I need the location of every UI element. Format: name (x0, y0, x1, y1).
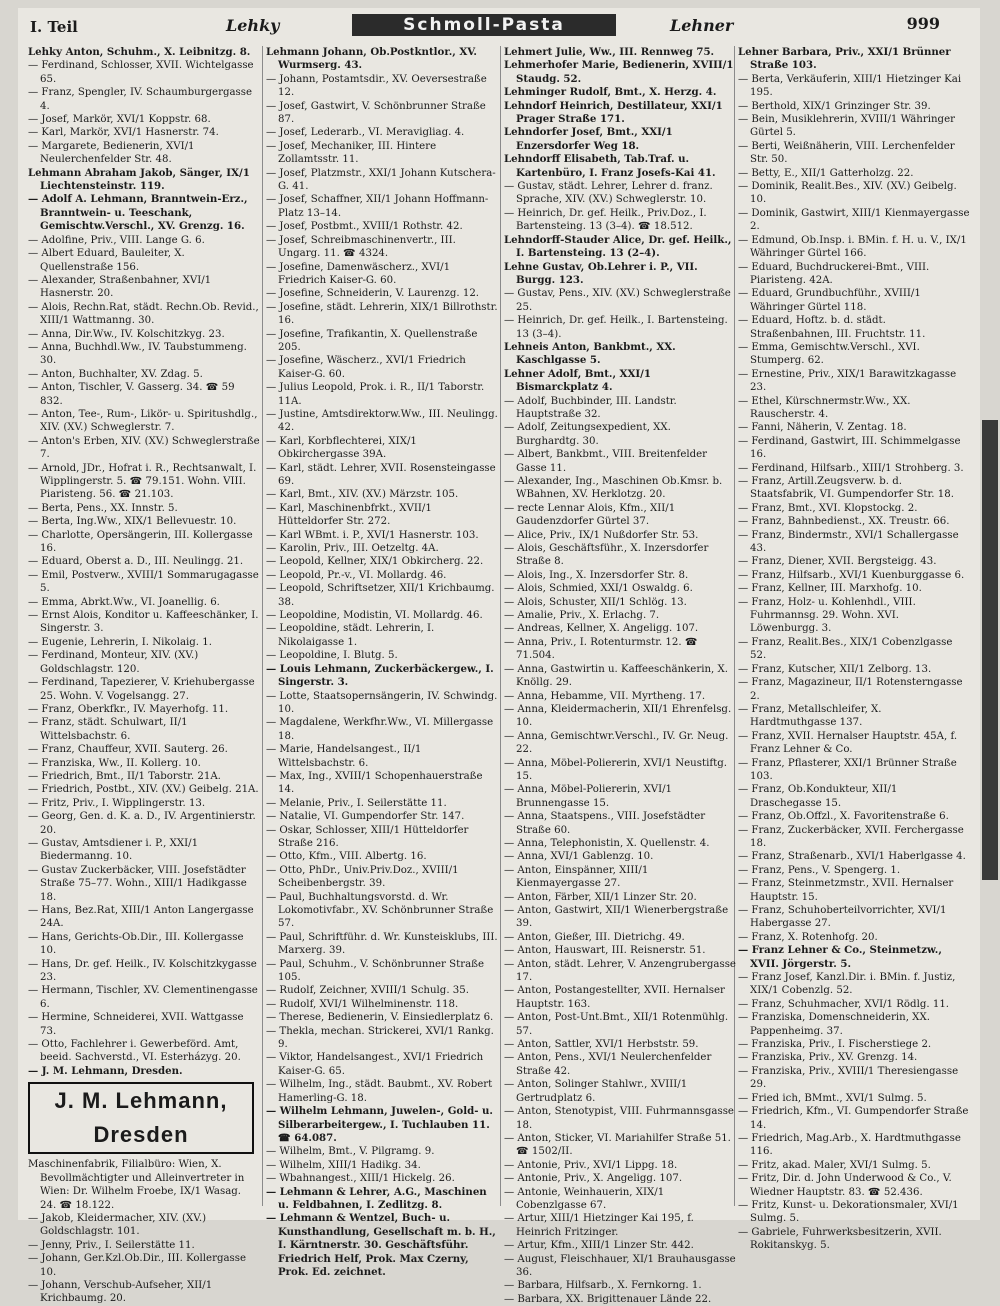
directory-entry: — Ethel, Kürschnermstr.Ww., XX. Rauscherstr. 4. (738, 395, 911, 420)
column-2 (266, 46, 498, 1278)
directory-entry: — Fritz, Dir. d. John Underwood & Co., V. Wiedner Hauptstr. 83. ☎ 52.436. (738, 1173, 952, 1198)
directory-entry: — Franziska, Priv., I. Fischerstiege 2. (738, 1039, 932, 1051)
directory-entry: — Anton, Gießer, III. Dietrichg. 49. (504, 931, 685, 943)
directory-entry: — Oskar, Schlosser, XIII/1 Hütteldorfer Straße 216. (266, 824, 469, 849)
directory-entry: — Alexander, Ing., Maschinen Ob.Kmsr. b. WBahnen, XV. Herklotzg. 20. (504, 476, 723, 501)
directory-entry: — Anna, XVI/1 Gablenzg. 10. (504, 851, 654, 863)
directory-entry: — Anton, Pens., XVI/1 Neulerchenfelder Straße 42. (504, 1052, 712, 1077)
directory-entry: — Anna, Buchhdl.Ww., IV. Taubstummeng. 30. (28, 341, 247, 367)
directory-entry: — Franziska, Ww., II. Kollerg. 10. (28, 757, 201, 769)
directory-entry: — Hans, Dr. gef. Heilk., IV. Kolschitzkygasse 23. (28, 958, 257, 984)
advertising-banner: Schmoll-Pasta (352, 14, 616, 36)
directory-entry: — Leopoldine, Modistin, VI. Mollardg. 46. (266, 610, 483, 622)
column-divider (500, 46, 501, 1206)
directory-entry: — Josef, Markör, XVI/1 Koppstr. 68. (28, 114, 211, 126)
directory-entry: — Franz, Hilfsarb., XVI/1 Kuenburggasse 6. (738, 569, 965, 581)
directory-entry: — Karl WBmt. i. P., XVI/1 Hasnerstr. 103. (266, 529, 479, 541)
directory-entry: — Paul, Schriftführ. d. Wr. Kunsteisklubs, III. Marxerg. 39. (266, 931, 498, 957)
directory-entry: — Antonie, Priv., X. Angeligg. 107. (504, 1173, 683, 1185)
directory-entry: — Berthold, XIX/1 Grinzinger Str. 39. (738, 100, 931, 112)
directory-entry: — Max, Ing., XVIII/1 Schopenhauerstraße 14. (266, 770, 483, 796)
directory-entry: — Arnold, JDr., Hofrat i. R., Rechtsanwalt, I. Wipplingerstr. 5. ☎ 79.151. Wohn. VIII. Piaristeng. 56. ☎ 21.103. (28, 462, 257, 501)
directory-entry: — Margarete, Bedienerin, XVI/1 Neulerchenfelder Str. 48. (28, 140, 195, 166)
directory-entry: — Albert Eduard, Bauleiter, X. Quellenstraße 156. (28, 248, 185, 273)
directory-entry: — Friedrich, Mag.Arb., X. Hardtmuthgasse 116. (738, 1132, 961, 1158)
directory-entry: — Josef, Postbmt., XVIII/1 Rothstr. 42. (266, 221, 463, 233)
directory-entry: — Rudolf, XVI/1 Wilhelminenstr. 118. (266, 998, 459, 1010)
directory-entry: — Friedrich, Kfm., VI. Gumpendorfer Straße 14. (738, 1106, 969, 1131)
directory-entry: — Artur, XIII/1 Hietzinger Kai 195, f. Heinrich Fritzinger. (504, 1213, 694, 1238)
directory-entry: — Ernestine, Priv., XIX/1 Barawitzkagasse 23. (738, 368, 957, 394)
directory-entry: — Marie, Handelsangest., II/1 Wittelsbachstr. 6. (266, 744, 422, 769)
directory-entry: Lehmann Abraham Jakob, Sänger, IX/1 Liechtensteinstr. 119. (28, 166, 250, 193)
directory-entry: Maschinenfabrik, Filialbüro: Wien, X. Bevollmächtigter und Alleinvertreter in Wien: Dr. Wilhelm Froebe, IX/1 Wasag. 24. ☎ 18.122. (28, 1159, 245, 1211)
column-1 (28, 46, 260, 1305)
directory-entry: — Fanni, Näherin, V. Zentag. 18. (738, 422, 907, 434)
directory-entry: — Adolfine, Priv., VIII. Lange G. 6. (28, 234, 205, 246)
directory-entry: — Fritz, Priv., I. Wipplingerstr. 13. (28, 797, 206, 809)
directory-entry: — Ferdinand, Monteur, XIV. (XV.) Goldschlagstr. 120. (28, 650, 199, 675)
directory-entry: — Paul, Schuhm., V. Schönbrunner Straße 105. (266, 958, 484, 984)
directory-entry: Lehndorf Heinrich, Destillateur, XXI/1 Prager Straße 171. (504, 99, 723, 126)
directory-entry: — Franz, Chauffeur, XVII. Sauterg. 26. (28, 744, 228, 756)
directory-entry: — Josefine, Trafikantin, X. Quellenstraße 205. (266, 328, 478, 353)
directory-entry: — Franz, Kutscher, XII/1 Zelborg. 13. (738, 663, 932, 675)
directory-entry: — Josef, Mechaniker, III. Hintere Zollamtsstr. 11. (266, 140, 437, 166)
directory-entry: — Wilhelm, Bmt., V. Pilgramg. 9. (266, 1146, 435, 1158)
directory-entry: — Karolin, Priv., III. Oetzeltg. 4A. (266, 543, 439, 555)
directory-entry: — Johann, Verschub-Aufseher, XII/1 Krichbaumg. 20. (28, 1279, 213, 1305)
directory-entry: — Betty, E., XII/1 Gatterholzg. 22. (738, 167, 914, 179)
directory-entry: — Franz, Diener, XVII. Bergsteigg. 43. (738, 556, 937, 568)
directory-entry: — Bein, Musiklehrerin, XVIII/1 Währinger Gürtel 5. (738, 114, 955, 139)
directory-entry: — August, Fleischhauer, XI/1 Brauhausgasse 36. (504, 1253, 736, 1278)
catchword-right: Lehner (670, 16, 734, 35)
directory-entry: — Franz, Ob.Kondukteur, XII/1 Draschegasse 15. (738, 784, 898, 809)
directory-entry: — Therese, Bedienerin, V. Einsiedlerplatz 6. (266, 1012, 494, 1024)
directory-entry: — Franz, städt. Schulwart, II/1 Wittelsbachstr. 6. (28, 717, 188, 742)
directory-entry: Lehne Gustav, Ob.Lehrer i. P., VII. Burgg. 123. (504, 260, 698, 286)
directory-entry: — Franz, Bahnbedienst., XX. Treustr. 66. (738, 516, 950, 528)
directory-entry: — Wilhelm, Ing., städt. Baubmt., XV. Robert Hamerling-G. 18. (266, 1079, 493, 1104)
directory-entry: — Anna, Staatspens., VIII. Josefstädter Straße 60. (504, 811, 706, 836)
directory-entry: — Emil, Postverw., XVIII/1 Sommarugagasse 5. (28, 569, 259, 595)
directory-entry: — Johann, Ger.Kzl.Ob.Dir., III. Kollergasse 10. (28, 1253, 247, 1278)
directory-entry: — Gustav, Pens., XIV. (XV.) Schweglerstraße 25. (504, 288, 731, 313)
directory-entry: — Emma, Gemischtw.Verschl., XVI. Stumperg. 62. (738, 341, 920, 367)
directory-entry: — Anton, Gastwirt, XII/1 Wienerbergstraße 39. (504, 905, 729, 930)
directory-entry: — Wbahnangest., XIII/1 Hickelg. 26. (266, 1173, 455, 1185)
directory-entry: — Franz, Steinmetzmstr., XVII. Hernalser Hauptstr. 15. (738, 878, 954, 903)
directory-entry: — Franz, Schuhmacher, XVI/1 Rödlg. 11. (738, 998, 950, 1010)
directory-entry: — Louis Lehmann, Zuckerbäckergew., I. Singerstr. 3. (266, 662, 494, 689)
directory-entry: — Ferdinand, Hilfsarb., XIII/1 Strohberg. 3. (738, 462, 964, 474)
directory-entry: — Hans, Bez.Rat, XIII/1 Anton Langergasse 24A. (28, 905, 254, 930)
directory-entry: — Eduard, Hoftz. b. d. städt. Straßenbahnen, III. Fruchtstr. 11. (738, 315, 926, 340)
directory-entry: Lehmann Johann, Ob.Postkntlor., XV. Wurmserg. 43. (266, 46, 477, 72)
directory-entry: Lehner Adolf, Bmt., XXI/1 Bismarckplatz 4. (504, 367, 651, 394)
directory-entry: — Gabriele, Fuhrwerksbesitzerin, XVII. Rokitanskyg. 5. (738, 1226, 942, 1252)
directory-entry: — Gustav Zuckerbäcker, VIII. Josefstädter Straße 75–77. Wohn., XIII/1 Hadikgasse 18. (28, 864, 247, 903)
directory-entry: — Josef, Schaffner, XII/1 Johann Hoffmann-Platz 13–14. (266, 194, 489, 219)
directory-entry: — Anna, Möbel-Poliererin, XVI/1 Neustiftg. 15. (504, 757, 727, 782)
directory-entry: — Georg, Gen. d. K. a. D., IV. Argentinierstr. 20. (28, 811, 256, 836)
directory-entry: — Julius Leopold, Prok. i. R., II/1 Taborstr. 11A. (266, 382, 485, 407)
directory-entry: — Berta, Ing.Ww., XIX/1 Bellevuestr. 10. (28, 516, 237, 528)
directory-entry: — Franz, Pens., V. Spengerg. 1. (738, 864, 901, 876)
directory-page (18, 8, 980, 1305)
directory-entry: — Anton, Sattler, XVI/1 Herbststr. 59. (504, 1039, 699, 1051)
directory-entry: — Josefine, städt. Lehrerin, XIX/1 Billrothstr. 16. (266, 301, 498, 327)
directory-entry: — Jakob, Kleidermacher, XIV. (XV.) Goldschlagstr. 101. (28, 1212, 207, 1238)
directory-entry: — Wilhelm, XIII/1 Hadikg. 34. (266, 1159, 421, 1171)
directory-entry: — Artur, Kfm., XIII/1 Linzer Str. 442. (504, 1240, 694, 1252)
page-number: 999 (906, 14, 940, 33)
directory-entry: Lehmerhofer Marie, Bedienerin, XVIII/1 Staudg. 52. (504, 59, 734, 85)
directory-entry: — Justine, Amtsdirektorw.Ww., III. Neulingg. 42. (266, 408, 498, 434)
directory-entry: — Edmund, Ob.Insp. i. BMin. f. H. u. V., IX/1 Währinger Gürtel 166. (738, 234, 967, 260)
directory-entry: — recte Lennar Alois, Kfm., XII/1 Gaudenzdorfer Gürtel 37. (504, 502, 676, 528)
directory-entry: — Johann, Postamtsdir., XV. Oeversestraße 12. (266, 73, 487, 99)
directory-entry: — Josefine, Wäscherz., XVI/1 Friedrich Kaiser-G. 60. (266, 355, 466, 380)
directory-entry: — Andreas, Kellner, X. Angeligg. 107. (504, 623, 699, 635)
directory-entry: — Viktor, Handelsangest., XVI/1 Friedrich Kaiser-G. 65. (266, 1052, 484, 1077)
directory-entry: — Anton, Postangestellter, XVII. Hernalser Hauptstr. 163. (504, 985, 725, 1010)
directory-entry: — Anna, Gemischtwr.Verschl., IV. Gr. Neug. 22. (504, 730, 729, 756)
directory-entry: — Leopold, Pr.-v., VI. Mollardg. 46. (266, 569, 447, 581)
directory-entry: — Emma, Abrkt.Ww., VI. Joanellig. 6. (28, 596, 220, 608)
directory-entry: — Franz, Artill.Zeugsverw. b. d. Staatsfabrik, VI. Gumpendorfer Str. 18. (738, 476, 954, 501)
directory-entry: — Alois, Rechn.Rat, städt. Rechn.Ob. Revid., XIII/1 Wattmanng. 30. (28, 301, 259, 327)
directory-entry: — Eugenie, Lehrerin, I. Nikolaig. 1. (28, 636, 213, 648)
directory-entry: — Anton, Tischler, V. Gasserg. 34. ☎ 59 832. (28, 382, 235, 407)
directory-entry: — Alois, Ing., X. Inzersdorfer Str. 8. (504, 569, 689, 581)
directory-entry: — Anton, Post-Unt.Bmt., XII/1 Rotenmühlg. 57. (504, 1012, 729, 1037)
directory-entry: — Berta, Verkäuferin, XIII/1 Hietzinger Kai 195. (738, 73, 962, 99)
directory-entry: — Natalie, VI. Gumpendorfer Str. 147. (266, 811, 465, 823)
directory-entry: — Josef, Platzmstr., XXI/1 Johann Kutschera-G. 41. (266, 167, 496, 193)
directory-entry: — Lehmann & Wentzel, Buch- u. Kunsthandlung, Gesellschaft m. b. H., I. Kärntnerstr. 30. Geschäftsführ. Friedrich Helf, Prok. Max Czerny, Prok. Ed. zeichnet. (266, 1212, 496, 1278)
directory-entry: — Alois, Schmied, XXI/1 Oswaldg. 6. (504, 583, 693, 595)
directory-entry: — Anna, Möbel-Poliererin, XVI/1 Brunnengasse 15. (504, 784, 673, 809)
directory-entry: — Franz, Zuckerbäcker, XVII. Ferchergasse 18. (738, 824, 964, 849)
directory-entry: — Leopoldine, städt. Lehrerin, I. Nikolaigasse 1. (266, 623, 435, 648)
directory-entry: — Berti, Weißnäherin, VIII. Lerchenfelder Str. 50. (738, 140, 955, 166)
column-4 (738, 46, 970, 1252)
directory-entry: — J. M. Lehmann, Dresden. (28, 1064, 183, 1077)
directory-entry: Lehmert Julie, Ww., III. Rennweg 75. (504, 46, 715, 58)
directory-entry: — Franziska, Priv., XV. Grenzg. 14. (738, 1052, 918, 1064)
directory-entry: — Franz, Bindermstr., XVI/1 Schallergasse 43. (738, 529, 959, 555)
directory-entry: — Franz, XVII. Hernalser Hauptstr. 45A, f. Franz Lehner & Co. (738, 730, 958, 756)
directory-entry: — Franziska, Domenschneiderin, XX. Pappenheimg. 37. (738, 1012, 930, 1037)
part-label: I. Teil (30, 18, 78, 36)
directory-entry: — Franziska, Priv., XVIII/1 Theresiengasse 29. (738, 1065, 959, 1091)
directory-entry: — Anton, Tee-, Rum-, Likör- u. Spiritushdlg., XIV. (XV.) Schweglerstr. 7. (28, 408, 258, 434)
directory-entry: — Lehmann & Lehrer, A.G., Maschinen u. Feldbahnen, I. Zedlitzg. 8. (266, 1185, 487, 1211)
directory-entry: — Anton, Solinger Stahlwr., XVIII/1 Gertrudplatz 6. (504, 1079, 688, 1104)
directory-entry: — Franz, Magazineur, II/1 Rotensterngasse 2. (738, 677, 963, 702)
directory-entry: Lehminger Rudolf, Bmt., X. Herzg. 4. (504, 86, 717, 99)
directory-entry: — Lotte, Staatsopernsängerin, IV. Schwindg. 10. (266, 690, 498, 715)
directory-entry: — Anton, Hauswart, III. Reisnerstr. 51. (504, 945, 706, 957)
directory-entry: — Adolf, Buchbinder, III. Landstr. Hauptstraße 32. (504, 395, 677, 420)
directory-entry: — Otto, PhDr., Univ.Priv.Doz., XVIII/1 Scheibenbergstr. 39. (266, 864, 459, 890)
directory-entry: — Franz, Kellner, III. Marxhofg. 10. (738, 583, 922, 595)
directory-entry: — Anna, Kleidermacherin, XII/1 Ehrenfelsg. 10. (504, 703, 732, 729)
directory-entry: — Franz, Oberkfkr., IV. Mayerhofg. 11. (28, 703, 229, 715)
directory-entry: — Anton, Einspänner, XIII/1 Kienmayergasse 27. (504, 864, 649, 890)
directory-entry: — Adolf A. Lehmann, Branntwein-Erz., Branntwein- u. Teeschank, Gemischtw.Verschl., XV. Grenzg. 16. (28, 193, 248, 233)
directory-entry: — Ferdinand, Schlosser, XVII. Wichtelgasse 65. (28, 60, 254, 85)
directory-entry: — Franz, Straßenarb., XVI/1 Haberlgasse 4. (738, 851, 966, 863)
directory-entry: — Magdalene, Werkfhr.Ww., VI. Millergasse 18. (266, 717, 494, 742)
directory-entry: — Heinrich, Dr. gef. Heilk., I. Bartensteing. 13 (3–4). (504, 315, 728, 340)
directory-entry: — Hermann, Tischler, XV. Clementinengasse 6. (28, 985, 258, 1010)
directory-entry: Lehndorff-Stauder Alice, Dr. gef. Heilk., I. Bartensteing. 13 (2–4). (504, 233, 732, 260)
directory-entry: — Thekla, mechan. Strickerei, XVI/1 Rankg. 9. (266, 1025, 494, 1051)
directory-entry: — Eduard, Buchdruckerei-Bmt., VIII. Piaristeng. 42A. (738, 261, 930, 286)
directory-entry: — Otto, Kfm., VIII. Albertg. 16. (266, 851, 427, 863)
directory-entry: — Berta, Pens., XX. Innstr. 5. (28, 502, 178, 514)
directory-entry: — Ferdinand, Tapezierer, V. Kriehubergasse 25. Wohn. V. Vogelsangg. 27. (28, 677, 255, 702)
directory-entry: — Leopold, Schriftsetzer, XII/1 Krichbaumg. 38. (266, 583, 495, 608)
directory-entry: — Fritz, Kunst- u. Dekorationsmaler, XVI/1 Sulmg. 5. (738, 1199, 959, 1225)
directory-entry: — Josef, Lederarb., VI. Meravigliag. 4. (266, 127, 465, 139)
directory-entry: — Franz, Schuhoberteilvorrichter, XVI/1 Habergasse 27. (738, 905, 947, 930)
directory-entry: — Karl, städt. Lehrer, XVII. Rosensteingasse 69. (266, 462, 496, 487)
directory-entry: — Anton, Buchhalter, XV. Zdag. 5. (28, 368, 203, 380)
directory-entry: — Karl, Korbflechterei, XIX/1 Obkirchergasse 39A. (266, 435, 417, 461)
column-divider (262, 46, 263, 1206)
column-3 (504, 46, 736, 1305)
directory-entry: — Anton, Färber, XII/1 Linzer Str. 20. (504, 891, 697, 903)
directory-entry: — Ernst Alois, Konditor u. Kaffeeschänker, I. Singerstr. 3. (28, 610, 259, 635)
directory-entry: — Antonie, Priv., XVI/1 Lippg. 18. (504, 1159, 678, 1171)
directory-entry: — Anton, Sticker, VI. Mariahilfer Straße 51. ☎ 1502/II. (504, 1132, 731, 1158)
directory-entry: — Karl, Bmt., XIV. (XV.) Märzstr. 105. (266, 489, 459, 501)
directory-entry: — Alice, Priv., IX/1 Nußdorfer Str. 53. (504, 529, 699, 541)
directory-entry: — Karl, Markör, XVI/1 Hasnerstr. 74. (28, 127, 219, 139)
directory-entry: — Anna, Telephonistin, X. Quellenstr. 4. (504, 837, 710, 849)
directory-entry: — Hans, Gerichts-Ob.Dir., III. Kollergasse 10. (28, 931, 244, 957)
directory-entry: — Barbara, Hilfsarb., X. Fernkorng. 1. (504, 1280, 702, 1292)
directory-entry: — Friedrich, Postbt., XIV. (XV.) Geibelg. 21A. (28, 784, 259, 796)
directory-entry: — Otto, Fachlehrer i. Gewerbeförd. Amt, beeid. Sachverstd., VI. Esterházyg. 20. (28, 1039, 241, 1064)
directory-entry: — Anton's Erben, XIV. (XV.) Schweglerstraße 7. (28, 435, 260, 461)
directory-entry: — Albert, Bankbmt., VIII. Breitenfelder Gasse 11. (504, 449, 708, 474)
directory-entry: — Alois, Geschäftsführ., X. Inzersdorfer Straße 8. (504, 543, 709, 568)
directory-entry: — Wilhelm Lehmann, Juwelen-, Gold- u. Silberarbeitergew., I. Tuchlauben 11. ☎ 64.087. (266, 1105, 493, 1144)
directory-entry: — Amalie, Priv., X. Erlachg. 7. (504, 610, 660, 622)
directory-entry: — Charlotte, Opersängerin, III. Kollergasse 16. (28, 529, 253, 555)
directory-entry: — Franz, Bmt., XVI. Klopstockg. 2. (738, 502, 918, 514)
directory-entry: — Fritz, akad. Maler, XVI/1 Sulmg. 5. (738, 1159, 931, 1171)
directory-entry: — Franz Josef, Kanzl.Dir. i. BMin. f. Justiz, XIX/1 Cobenzlg. 52. (738, 972, 956, 997)
directory-entry: — Ferdinand, Gastwirt, III. Schimmelgasse 16. (738, 435, 961, 461)
directory-entry: — Josefine, Schneiderin, V. Laurenzg. 12. (266, 288, 480, 300)
directory-entry: — Barbara, XX. Brigittenauer Lände 22. (504, 1293, 712, 1305)
directory-entry: — Karl, Maschinenbfrkt., XVII/1 Hütteldorfer Str. 272. (266, 502, 432, 528)
directory-entry: — Franz, Pflasterer, XXI/1 Brünner Straße 103. (738, 757, 957, 782)
directory-entry: — Alois, Schuster, XII/1 Schlög. 13. (504, 596, 687, 608)
directory-entry: Lehneis Anton, Bankbmt., XX. Kaschlgasse 5. (504, 340, 676, 367)
directory-entry: — Franz, Ob.Offzl., X. Favoritenstraße 6. (738, 811, 949, 823)
directory-entry: — Heinrich, Dr. gef. Heilk., Priv.Doz., I. Bartensteing. 13 (3–4). ☎ 18.512. (504, 207, 707, 233)
edge-tab (982, 420, 998, 880)
directory-entry: — Alexander, Straßenbahner, XVI/1 Hasnerstr. 20. (28, 274, 212, 300)
catchword-left: Lehky (226, 16, 280, 35)
advertisement-box: J. M. Lehmann, Dresden (28, 1082, 254, 1154)
directory-entry: — Franz, X. Rotenhofg. 20. (738, 931, 878, 943)
directory-entry: — Anton, städt. Lehrer, V. Anzengrubergasse 17. (504, 958, 736, 984)
directory-entry: — Eduard, Oberst a. D., III. Neulingg. 21. (28, 556, 244, 568)
directory-entry: — Franz Lehner & Co., Steinmetzw., XVII. Jörgerstr. 5. (738, 944, 942, 970)
directory-entry: — Josef, Gastwirt, V. Schönbrunner Straße 87. (266, 100, 486, 126)
directory-entry: — Franz, Metallschleifer, X. Hardtmuthgasse 137. (738, 703, 882, 729)
directory-entry: — Melanie, Priv., I. Seilerstätte 11. (266, 797, 447, 809)
directory-entry: — Gustav, Amtsdiener i. P., XXI/1 Biedermanng. 10. (28, 837, 199, 863)
directory-entry: — Josef, Schreibmaschinenvertr., III. Ungarg. 11. ☎ 4324. (266, 234, 456, 260)
directory-entry: — Leopold, Kellner, XIX/1 Obkircherg. 22. (266, 556, 484, 568)
directory-entry: — Dominik, Realit.Bes., XIV. (XV.) Geibelg. 10. (738, 181, 957, 206)
directory-entry: — Leopoldine, I. Blutg. 5. (266, 650, 398, 662)
directory-entry: Lehky Anton, Schuhm., X. Leibnitzg. 8. (28, 46, 251, 58)
directory-entry: — Anna, Gastwirtin u. Kaffeeschänkerin, X. Knöllg. 29. (504, 663, 728, 689)
directory-entry: Lehndorfer Josef, Bmt., XXI/1 Enzersdorfer Weg 18. (504, 126, 673, 152)
directory-entry: — Fried ich, BMmt., XVI/1 Sulmg. 5. (738, 1092, 927, 1104)
directory-entry: — Adolf, Zeitungsexpedient, XX. Burghardtg. 30. (504, 422, 671, 447)
directory-entry: — Eduard, Grundbuchführ., XVIII/1 Währinger Gürtel 118. (738, 288, 921, 313)
directory-entry: — Josefine, Damenwäscherz., XVI/1 Friedrich Kaiser-G. 60. (266, 261, 451, 286)
directory-entry: — Franz, Spengler, IV. Schaumburgergasse 4. (28, 87, 253, 112)
directory-entry: — Anna, Dir.Ww., IV. Kolschitzkyg. 23. (28, 328, 225, 340)
directory-entry: — Gustav, städt. Lehrer, Lehrer d. franz. Sprache, XIV. (XV.) Schweglerstr. 10. (504, 181, 713, 206)
directory-entry: — Franz, Realit.Bes., XIX/1 Cobenzlgasse 52. (738, 636, 953, 662)
directory-entry: — Hermine, Schneiderei, XVII. Wattgasse 73. (28, 1012, 244, 1037)
directory-entry: Lehner Barbara, Priv., XXI/1 Brünner Straße 103. (738, 46, 951, 72)
page-header (18, 8, 980, 42)
directory-entry: — Anna, Hebamme, VII. Myrtheng. 17. (504, 690, 706, 702)
directory-entry: — Antonie, Weinhauerin, XIX/1 Cobenzlgasse 67. (504, 1186, 665, 1211)
directory-entry: — Rudolf, Zeichner, XVIII/1 Schulg. 35. (266, 985, 470, 997)
directory-entry: — Dominik, Gastwirt, XIII/1 Kienmayergasse 2. (738, 207, 970, 233)
directory-entry: — Friedrich, Bmt., II/1 Taborstr. 21A. (28, 770, 221, 782)
directory-entry: — Anna, Priv., I. Rotenturmstr. 12. ☎ 71.504. (504, 636, 698, 662)
directory-entry: — Anton, Stenotypist, VIII. Fuhrmannsgasse 18. (504, 1106, 734, 1131)
directory-entry: — Jenny, Priv., I. Seilerstätte 11. (28, 1239, 195, 1251)
directory-entry: Lehndorff Elisabeth, Tab.Traf. u. Kartenbüro, I. Franz Josefs-Kai 41. (504, 153, 716, 179)
directory-entry: — Paul, Buchhaltungsvorstd. d. Wr. Lokomotivfabr., XV. Schönbrunner Straße 57. (266, 891, 494, 930)
directory-entry: — Franz, Holz- u. Kohlenhdl., VIII. Fuhrmannsg. 29. Wohn. XVI. Löwenburgg. 3. (738, 596, 916, 635)
